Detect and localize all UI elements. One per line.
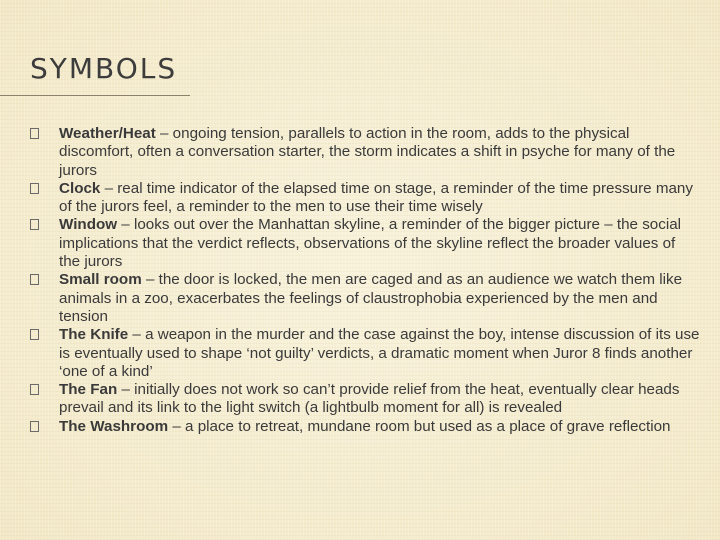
bullet-term: Small room	[59, 271, 142, 289]
bullet-small-room	[30, 271, 700, 326]
bullet-the-knife	[30, 326, 700, 381]
bullet-box-icon	[30, 329, 39, 340]
bullet-weather-heat	[30, 125, 700, 180]
bullet-term: The Washroom	[59, 417, 169, 435]
bullet-text: – a weapon in the murder and the case against the boy, intense discussion of its use is eventually used to shape ‘not guilty’ verdicts, a dramatic moment when Juror 8 finds another ‘one of a kind’	[59, 326, 700, 380]
bullet-box-icon	[30, 384, 39, 395]
bullet-the-fan	[30, 381, 700, 418]
bullet-text: – the door is locked, the men are caged and as an audience we watch them like animals in a zoo, exacerbates the feelings of claustrophobia experienced by the men and tension	[59, 271, 683, 325]
bullet-text: – a place to retreat, mundane room but used as a place of grave reflection	[168, 417, 671, 435]
title-underline	[0, 95, 190, 96]
bullet-window	[30, 216, 700, 271]
slide-title: SYMBOLS	[30, 52, 178, 85]
bullet-text: – ongoing tension, parallels to action in the room, adds to the physical discomfort, often a conversation starter, the storm indicates a shift in psyche for many of the jurors	[59, 125, 676, 179]
bullet-text: – real time indicator of the elapsed time on stage, a reminder of the time pressure many of the jurors feel, a reminder to the men to use their time wisely	[59, 179, 693, 216]
bullet-box-icon	[30, 274, 39, 285]
bullet-term: Window	[59, 216, 118, 234]
bullet-term: The Knife	[59, 326, 129, 344]
bullet-box-icon	[30, 128, 39, 139]
bullet-clock	[30, 180, 700, 217]
bullet-term: The Fan	[59, 381, 118, 399]
bullet-term: Weather/Heat	[59, 125, 156, 142]
bullet-box-icon	[30, 421, 39, 432]
bullet-box-icon	[30, 219, 39, 230]
bullet-text: – looks out over the Manhattan skyline, a reminder of the bigger picture – the social implications that the verdict reflects, observations of the skyline reflect the broader values of the jurors	[59, 216, 682, 271]
bullet-box-icon	[30, 183, 39, 194]
bullet-the-washroom	[30, 418, 700, 436]
bullet-list	[30, 125, 700, 436]
bullet-term: Clock	[59, 179, 101, 197]
bullet-text: – initially does not work so can’t provide relief from the heat, eventually clear heads prevail and its link to the light switch (a lightbulb moment for all) is revealed	[59, 381, 680, 417]
